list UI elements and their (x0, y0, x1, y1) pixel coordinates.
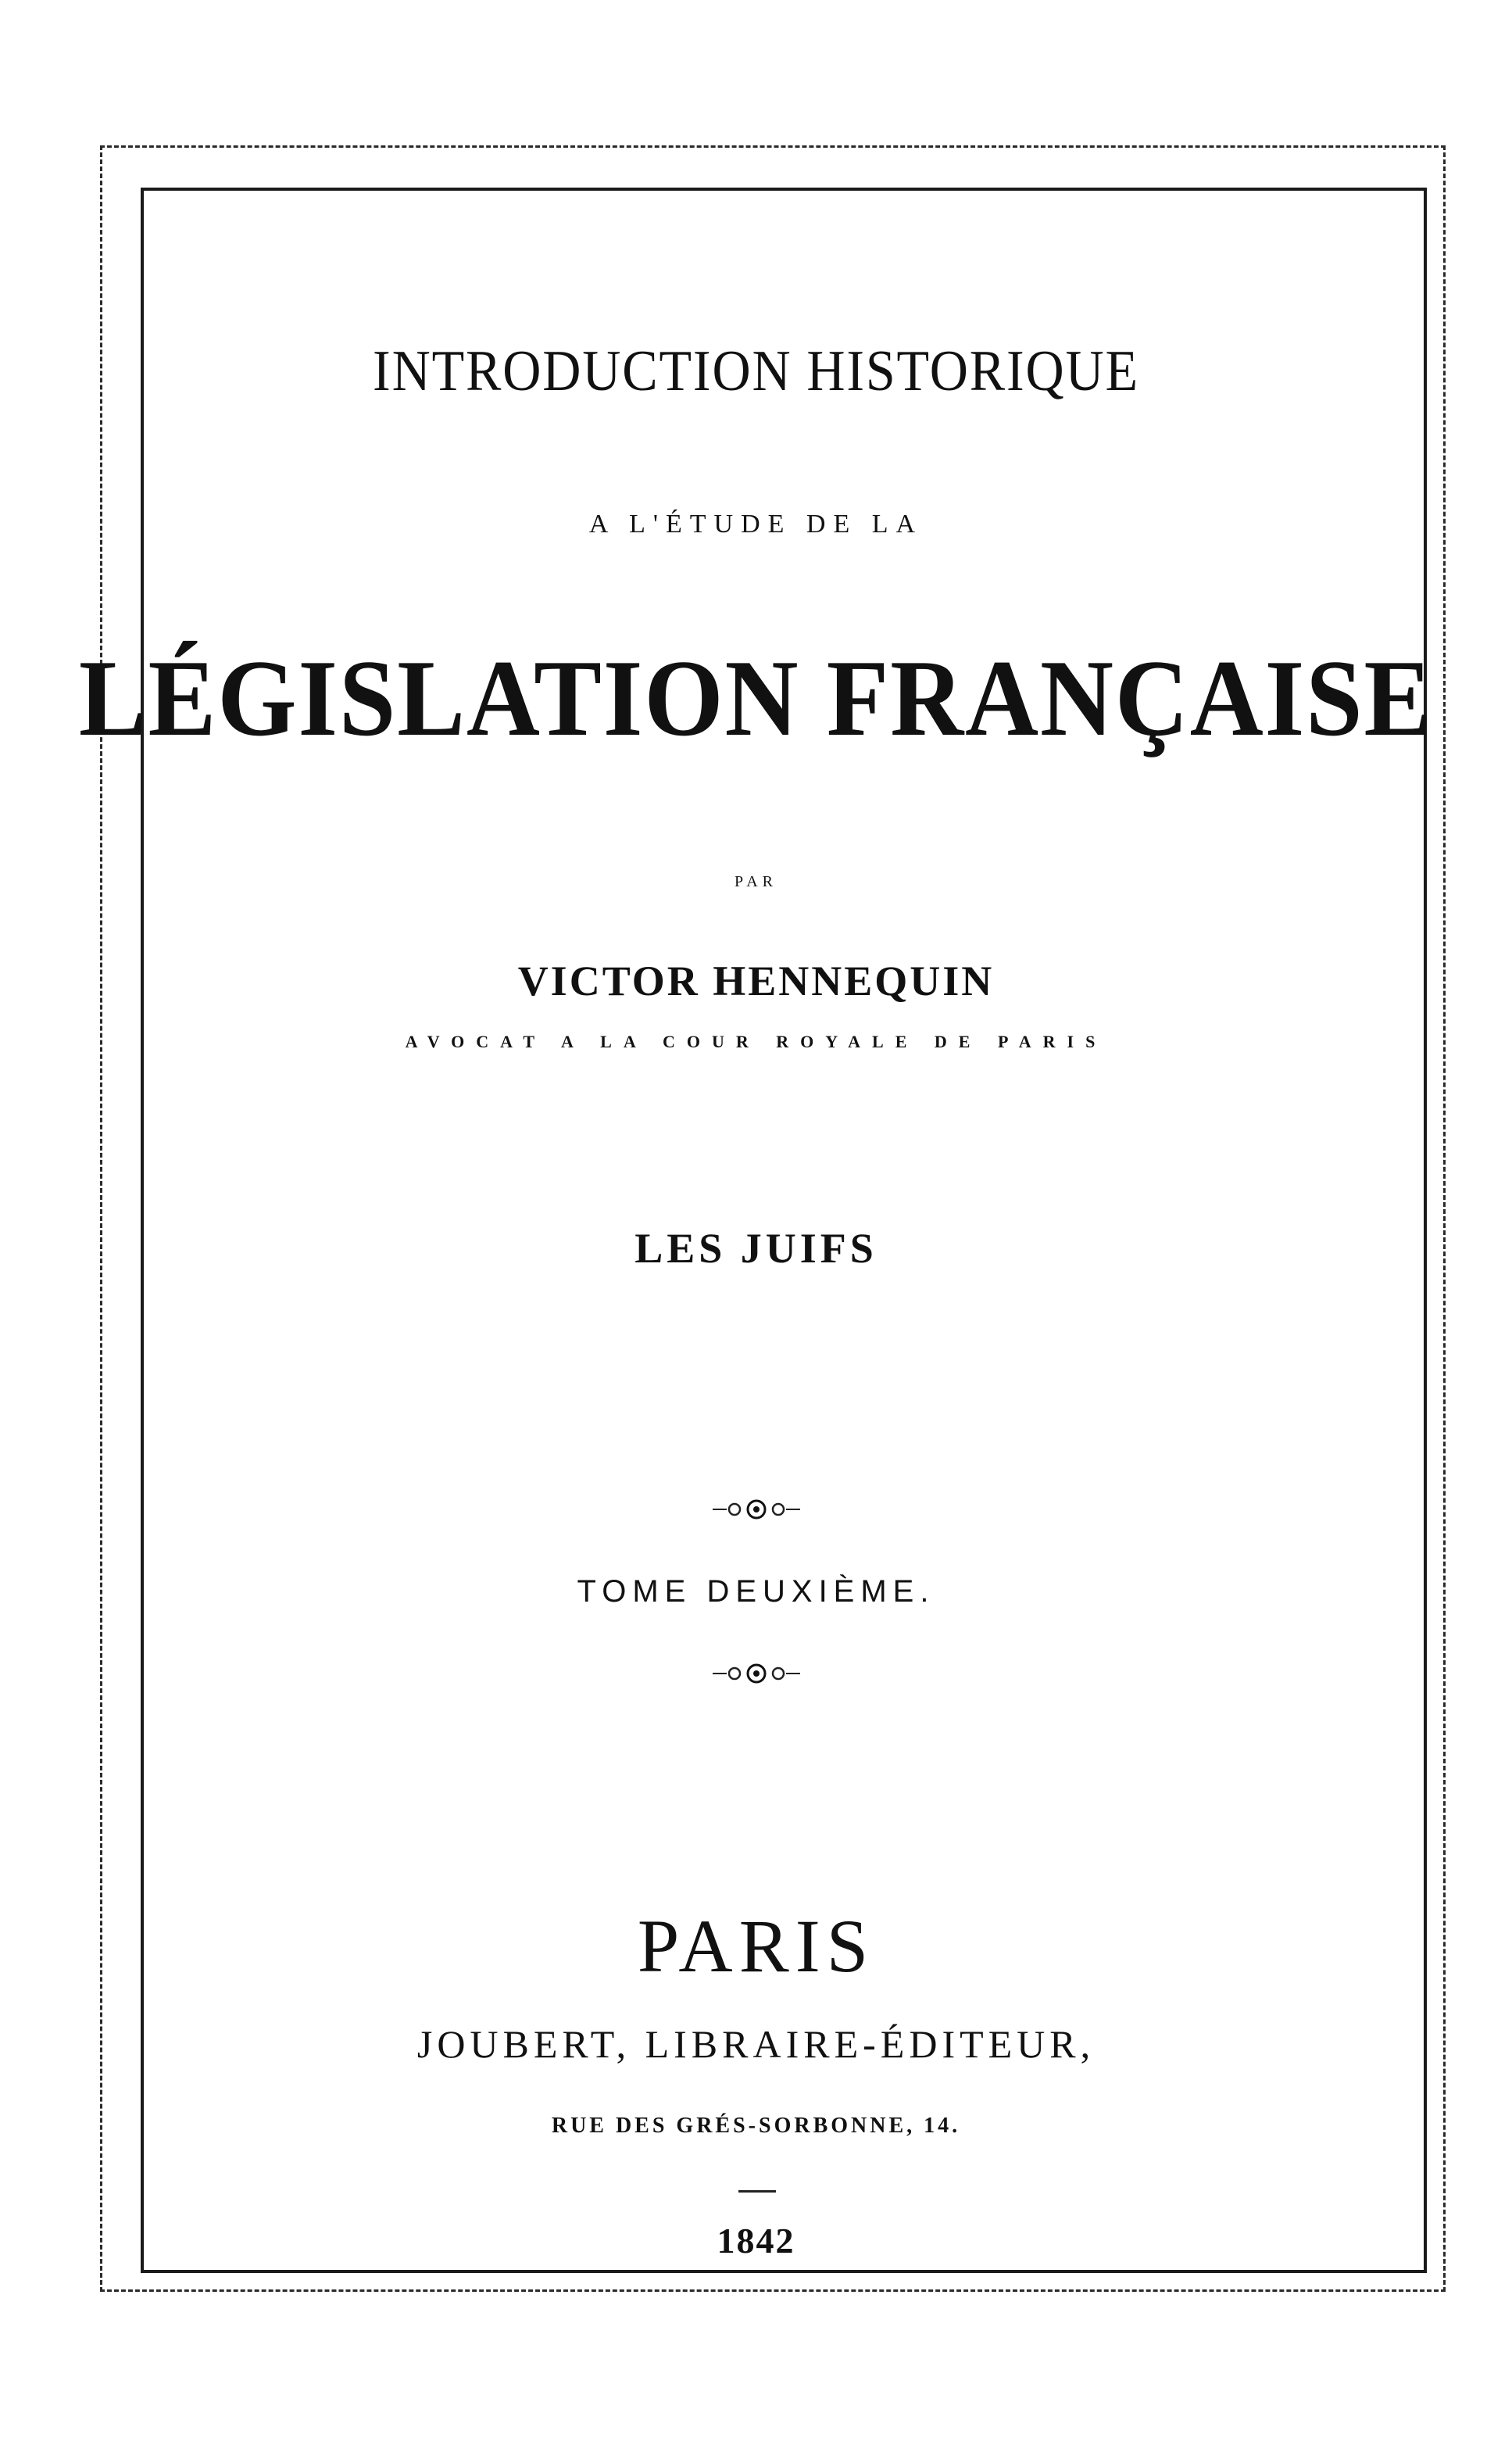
fleuron-ornament-icon (0, 1498, 1512, 1525)
main-title-legislation: LÉGISLATION FRANÇAISE (78, 638, 1434, 759)
divider-rule (738, 2190, 776, 2193)
imprint-publisher: JOUBERT, LIBRAIRE-ÉDITEUR, (416, 2022, 1096, 2066)
author-name: VICTOR HENNEQUIN (517, 958, 995, 1004)
author-title: AVOCAT A LA COUR ROYALE DE PARIS (405, 1032, 1107, 1051)
subject-title: LES JUIFS (634, 1225, 878, 1272)
title-line-etude: A L'ÉTUDE DE LA (588, 510, 924, 539)
by-line: PAR (734, 873, 778, 890)
fleuron-ornament-icon (0, 1662, 1512, 1689)
imprint-address: RUE DES GRÉS-SORBONNE, 14. (551, 2114, 961, 2138)
title-line-introduction: INTRODUCTION HISTORIQUE (373, 339, 1139, 403)
imprint-city: PARIS (637, 1904, 875, 1988)
volume-label: TOME DEUXIÈME. (577, 1574, 935, 1609)
imprint-year: 1842 (717, 2221, 795, 2261)
